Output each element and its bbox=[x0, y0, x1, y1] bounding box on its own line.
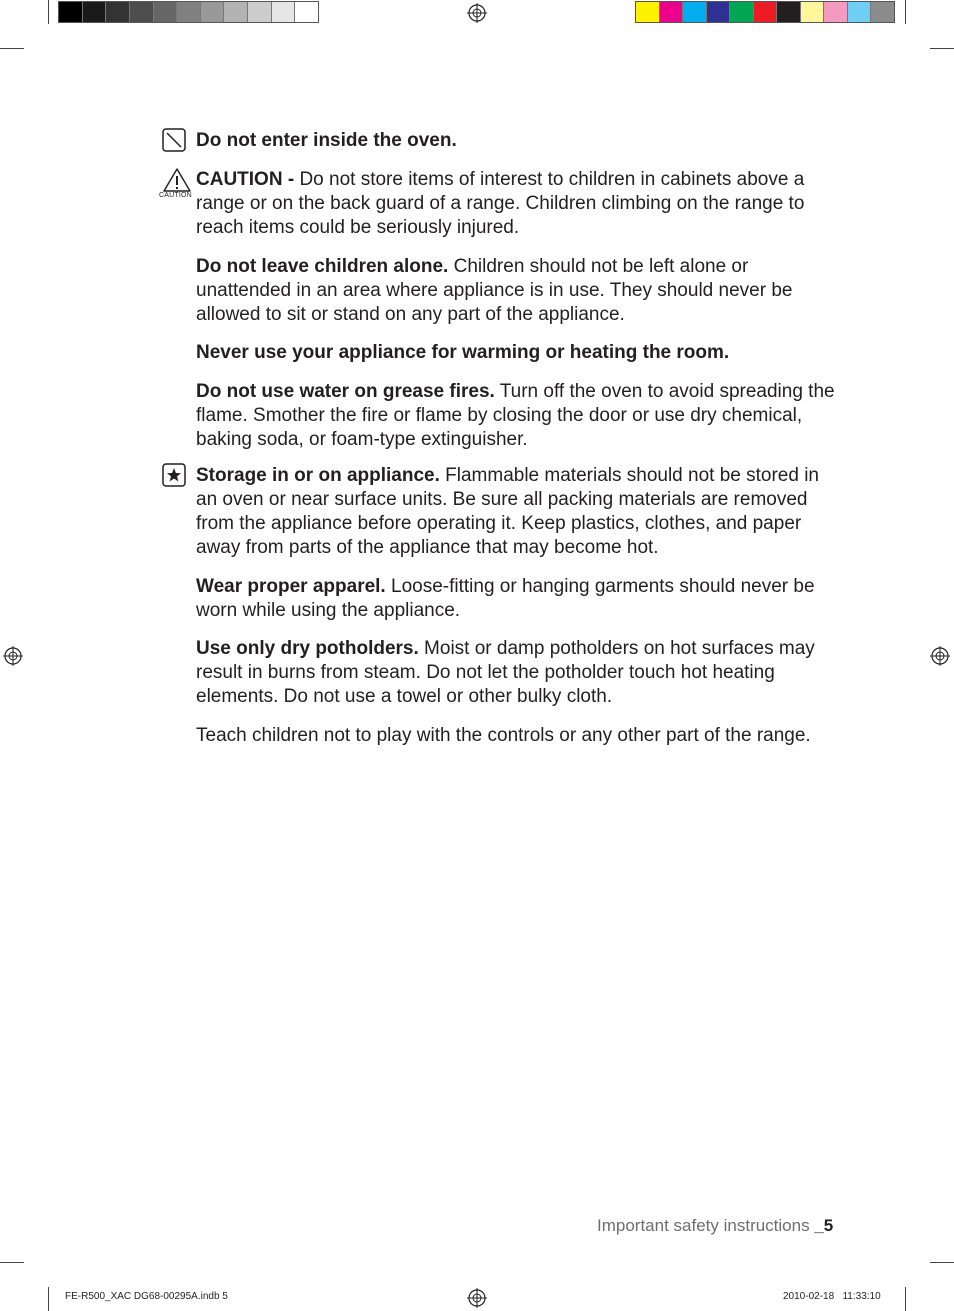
grayscale-color-bar bbox=[58, 1, 319, 23]
gray-swatch bbox=[82, 2, 106, 22]
gray-swatch bbox=[105, 2, 129, 22]
color-swatch bbox=[729, 2, 753, 22]
caution-triangle-icon bbox=[163, 168, 191, 192]
item-heading: Do not use water on grease fires. bbox=[196, 381, 495, 402]
gray-swatch bbox=[271, 2, 295, 22]
item-text: Loose-fitting or hanging garments should never be worn while using the appliance. bbox=[196, 576, 815, 621]
item-text: Flammable materials should not be stored in an oven or near surface units. Be sure all packing materials are removed from the appliance before operating it. Keep plastics, clothes, and paper away from parts of the appliance that may become hot. bbox=[196, 465, 820, 558]
crop-mark-top-left-h bbox=[0, 48, 24, 49]
slug-timestamp: 2010-02-18 11:33:10 bbox=[783, 1291, 881, 1302]
registration-mark-icon bbox=[930, 646, 950, 666]
safety-item-potholders bbox=[196, 637, 836, 709]
registration-mark-icon bbox=[3, 646, 23, 666]
color-swatch bbox=[636, 2, 659, 22]
gray-swatch bbox=[247, 2, 271, 22]
safety-item-storage bbox=[196, 464, 836, 560]
color-swatch bbox=[847, 2, 871, 22]
slug-file-info: FE-R500_XAC DG68-00295A.indb 5 bbox=[65, 1291, 228, 1302]
gray-swatch bbox=[223, 2, 247, 22]
gray-swatch bbox=[153, 2, 177, 22]
crop-mark-top-right-h bbox=[930, 48, 954, 49]
page-footer bbox=[597, 1216, 833, 1236]
prohibit-icon bbox=[162, 128, 186, 152]
registration-mark-icon bbox=[467, 1288, 487, 1308]
color-swatch bbox=[776, 2, 800, 22]
color-swatch bbox=[659, 2, 683, 22]
footer-section-title: Important safety instructions bbox=[597, 1216, 815, 1235]
item-heading: Do not enter inside the oven. bbox=[196, 130, 457, 151]
crop-mark-top-left-v bbox=[48, 0, 49, 24]
gray-swatch bbox=[294, 2, 318, 22]
safety-item-no-enter-oven bbox=[196, 129, 836, 153]
crop-mark-bottom-left-v bbox=[48, 1287, 49, 1311]
gray-swatch bbox=[176, 2, 200, 22]
crop-mark-bottom-right-h bbox=[930, 1262, 954, 1263]
gray-swatch bbox=[59, 2, 82, 22]
item-heading: Never use your appliance for warming or heating the room. bbox=[196, 342, 730, 363]
safety-item-grease-fires bbox=[196, 380, 836, 452]
item-text: Moist or damp potholders on hot surfaces may result in burns from steam. Do not let the potholder touch hot heating elements. Do not use a towel or other bulky cloth. bbox=[196, 638, 815, 707]
item-heading: Storage in or on appliance. bbox=[196, 465, 440, 486]
gray-swatch bbox=[200, 2, 224, 22]
crop-mark-bottom-left-h bbox=[0, 1262, 24, 1263]
item-text: Turn off the oven to avoid spreading the flame. Smother the fire or flame by closing the door or use dry chemical, baking soda, or foam-type extinguisher. bbox=[196, 381, 835, 450]
safety-item-children-alone bbox=[196, 255, 836, 327]
item-heading: CAUTION - bbox=[196, 169, 300, 190]
item-heading: Wear proper apparel. bbox=[196, 576, 386, 597]
page-number: _5 bbox=[814, 1216, 834, 1235]
color-swatch bbox=[706, 2, 730, 22]
crop-mark-top-right-v bbox=[905, 0, 906, 24]
safety-item-no-heating-room bbox=[196, 341, 836, 365]
safety-item-apparel bbox=[196, 575, 836, 623]
item-heading: Do not leave children alone. bbox=[196, 256, 449, 277]
color-swatch bbox=[682, 2, 706, 22]
safety-item-teach-children bbox=[196, 724, 836, 748]
registration-mark-icon bbox=[467, 3, 487, 23]
gray-swatch bbox=[129, 2, 153, 22]
star-note-icon bbox=[162, 463, 186, 487]
caution-label: CAUTION bbox=[159, 192, 192, 199]
color-swatch bbox=[800, 2, 824, 22]
color-swatch bbox=[753, 2, 777, 22]
item-heading: Use only dry potholders. bbox=[196, 638, 419, 659]
item-text: Teach children not to play with the controls or any other part of the range. bbox=[196, 725, 811, 746]
crop-mark-bottom-right-v bbox=[905, 1287, 906, 1311]
safety-item-caution-cabinets bbox=[196, 168, 836, 240]
item-text: Do not store items of interest to children in cabinets above a range or on the back guard of a range. Children climbing on the range to reach items could be seriously injured. bbox=[196, 169, 805, 238]
process-color-bar bbox=[635, 1, 895, 23]
color-swatch bbox=[870, 2, 894, 22]
item-text: Children should not be left alone or unattended in an area where appliance is in use. They should never be allowed to sit or stand on any part of the appliance. bbox=[196, 256, 793, 325]
color-swatch bbox=[823, 2, 847, 22]
